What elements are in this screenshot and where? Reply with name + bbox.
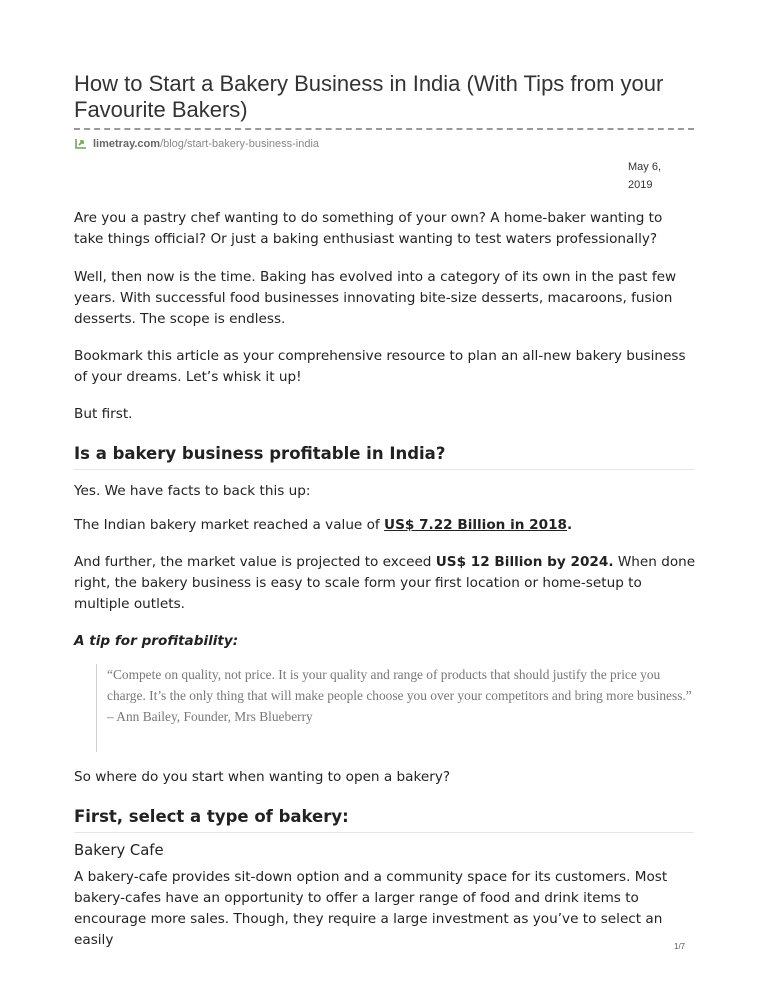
source-link[interactable] [74,136,319,152]
projection-text: And further, the market value is projected to exceed [74,554,436,570]
tip-heading: A tip for profitability: [74,633,239,649]
section-heading-divider [74,832,694,833]
section1-paragraph-2 [74,515,696,536]
section1-paragraph-3 [74,552,696,615]
bakery-cafe-paragraph: A bakery-cafe provides sit-down option and a community space for its customers. Most bakery-cafes have an opportunity to offer a larger range of food and drink items to encourage more sales. Though, they require a large investment as you’ve to select an easily [74,869,668,948]
market-value-text: The Indian bakery market reached a value of [74,517,385,533]
projection-continuation: When done right, the bakery business is easy to scale form your first location or home-setup to multiple outlets. [74,554,696,612]
link-icon [74,137,88,151]
title-divider [74,128,694,130]
intro-paragraph-1: Are you a pastry chef wanting to do something of your own? A home-baker wanting to take things official? Or just a baking enthusiast wanting to test waters professionally? [74,210,663,247]
profitability-quote [96,664,696,752]
intro-paragraph-3: Bookmark this article as your comprehensive resource to plan an all-new bakery business of your dreams. Let’s whisk it up! [74,348,686,385]
section-heading-bakery-type: First, select a type of bakery: [74,807,349,826]
section-heading-profitable: Is a bakery business profitable in India? [74,444,446,463]
source-domain: limetray.com [93,138,161,150]
quote-text: “Compete on quality, not price. It is your quality and range of products that should justify the price you charge. It’s the only thing that will make people choose you over your competitors and bring more business.” [107,667,692,703]
section-heading-divider [74,469,694,470]
publish-date-line1: May 6, [628,161,662,173]
subheading-bakery-cafe: Bakery Cafe [74,842,164,859]
intro-paragraph-4: But first. [74,406,133,422]
section1-paragraph-4: So where do you start when wanting to open a bakery? [74,769,451,785]
publish-date [628,158,688,194]
market-value-link[interactable]: US$ 7.22 Billion in 2018 [384,517,567,533]
publish-date-line2: 2019 [628,179,653,191]
market-value-period: . [567,517,573,533]
intro-paragraph-2: Well, then now is the time. Baking has evolved into a category of its own in the past few years. With successful food businesses innovating bite-size desserts, macaroons, fusion desserts. The scope is endless. [74,269,677,327]
quote-attribution: – Ann Bailey, Founder, Mrs Blueberry [107,709,313,724]
projection-value: US$ 12 Billion by 2024. [435,554,614,570]
page-number: 1/7 [674,942,686,951]
source-path: /blog/start-bakery-business-india [160,138,320,150]
section1-paragraph-1: Yes. We have facts to back this up: [74,483,311,499]
page-title: How to Start a Bakery Business in India (With Tips from your Favourite Bakers) [74,71,664,122]
